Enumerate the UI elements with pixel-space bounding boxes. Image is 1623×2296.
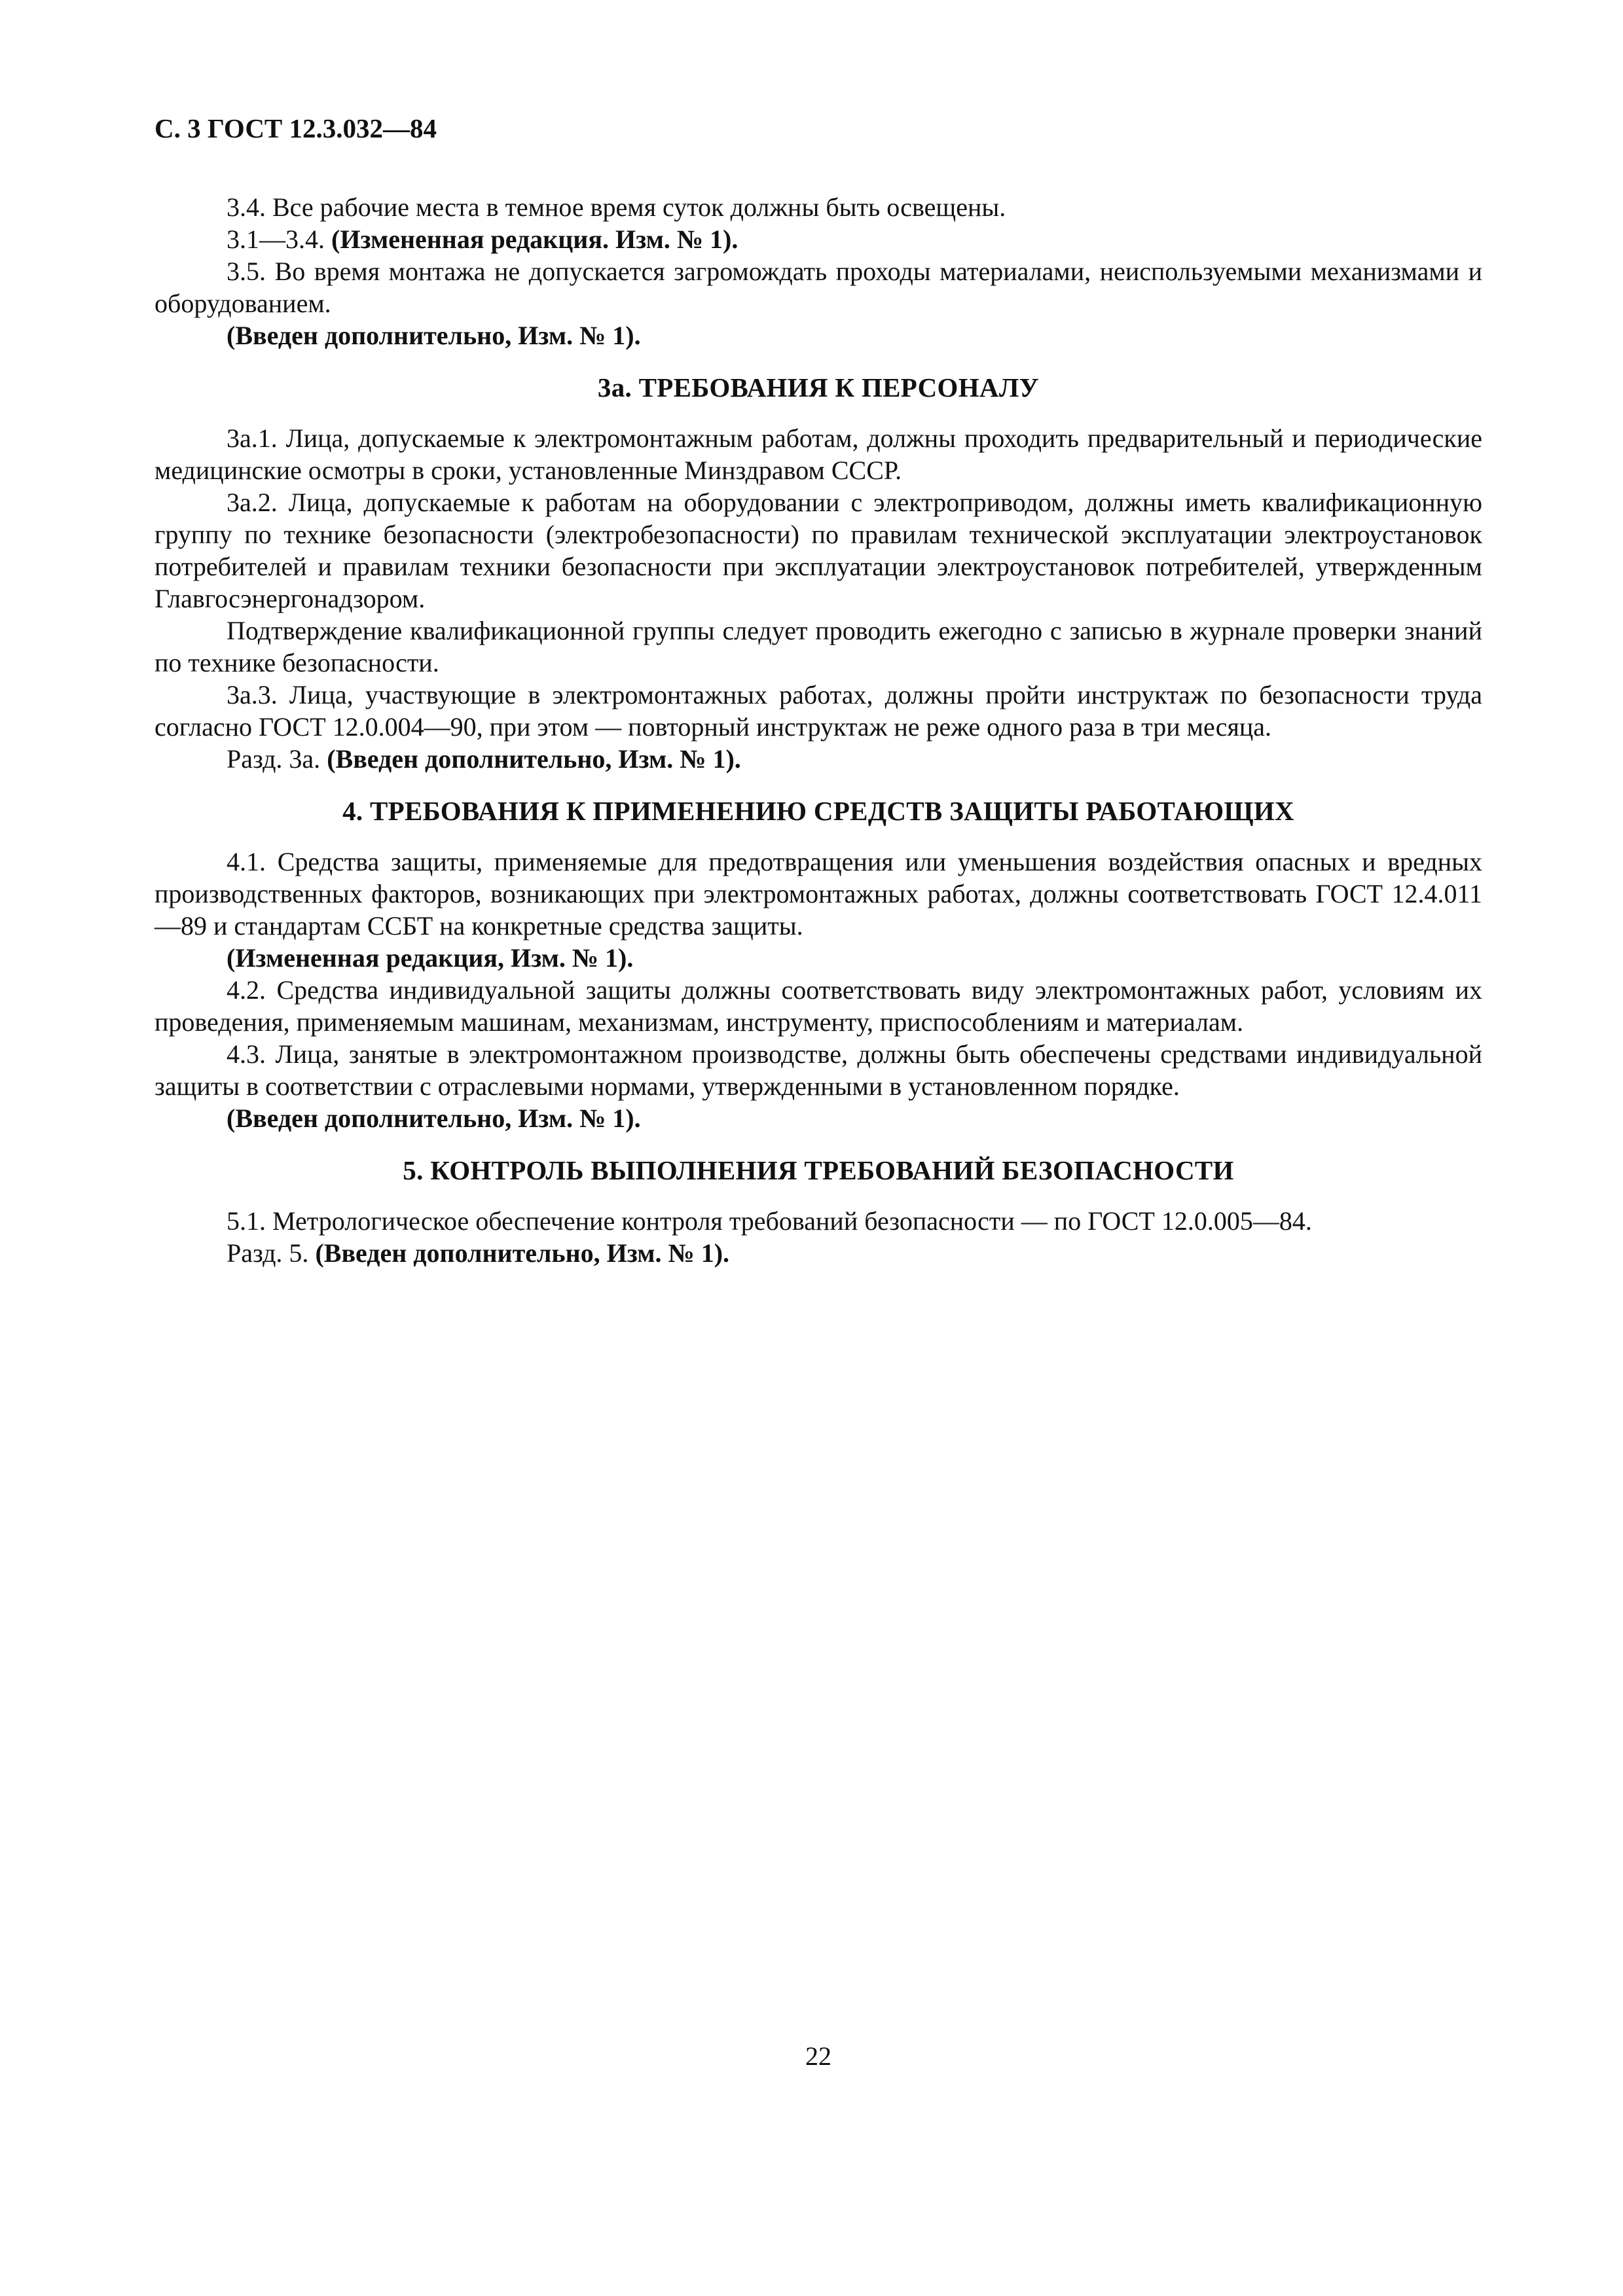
paragraph-3-5: 3.5. Во время монтажа не допускается загромождать проходы материалами, неиспользуемыми механизмами и оборудованием. [155, 257, 1482, 318]
section-heading-5: 5. КОНТРОЛЬ ВЫПОЛНЕНИЯ ТРЕБОВАНИЙ БЕЗОПАСНОСТИ [403, 1155, 1234, 1185]
amendment-note-3-5: (Введен дополнительно, Изм. № 1). [227, 321, 641, 350]
paragraph-3a-3: 3а.3. Лица, участвующие в электромонтажных работах, должны пройти инструктаж по безопасности труда согласно ГОСТ 12.0.004—90, при этом — повторный инструктаж не реже одного раза в три месяца. [155, 680, 1482, 742]
paragraph-3-4: 3.4. Все рабочие места в темное время суток должны быть освещены. [227, 192, 1006, 222]
paragraph-4-1: 4.1. Средства защиты, применяемые для предотвращения или уменьшения воздействия опасных и вредных производственных факторов, возникающих при электромонтажных работах, должны соответствовать ГОСТ 12.4.011—89 и стандартам ССБТ на конкретные средства защиты. [155, 847, 1482, 941]
section-heading-4: 4. ТРЕБОВАНИЯ К ПРИМЕНЕНИЮ СРЕДСТВ ЗАЩИТЫ РАБОТАЮЩИХ [342, 796, 1294, 826]
amendment-note-section-3a [155, 743, 1482, 775]
paragraph-3a-2: 3а.2. Лица, допускаемые к работам на оборудовании с электроприводом, должны иметь квалификационную группу по технике безопасности (электробезопасности) по правилам технической эксплуатации электроустановок потребителей и правилам техники безопасности при эксплуатации электроустановок потребителей, утвержденным Главгосэнергонадзором. [155, 488, 1482, 613]
amendment-note-prefix: 3.1—3.4. [227, 224, 331, 254]
amendment-note-prefix: Разд. 5. [227, 1238, 316, 1268]
document-page [155, 0, 1482, 2296]
paragraph-4-3: 4.3. Лица, занятые в электромонтажном производстве, должны быть обеспечены средствами индивидуальной защиты в соответствии с отраслевыми нормами, утвержденными в установленном порядке. [155, 1039, 1482, 1101]
paragraph-4-2: 4.2. Средства индивидуальной защиты должны соответствовать виду электромонтажных работ, условиям их проведения, применяемым машинам, механизмам, инструменту, приспособлениям и материалам. [155, 975, 1482, 1037]
amendment-note-section-5 [155, 1237, 1482, 1269]
amendment-note-3-1-3-4 [155, 223, 1482, 255]
amendment-note-4-3: (Введен дополнительно, Изм. № 1). [227, 1103, 641, 1133]
page-number: 22 [805, 2041, 831, 2071]
paragraph-3a-2-confirmation: Подтверждение квалификационной группы следует проводить ежегодно с записью в журнале проверки знаний по технике безопасности. [155, 616, 1482, 677]
section-heading-3a: 3а. ТРЕБОВАНИЯ К ПЕРСОНАЛУ [597, 372, 1040, 403]
paragraph-3a-1: 3а.1. Лица, допускаемые к электромонтажным работам, должны проходить предварительный и периодические медицинские осмотры в сроки, установленные Минздравом СССР. [155, 423, 1482, 485]
paragraph-5-1: 5.1. Метрологическое обеспечение контроля требований безопасности — по ГОСТ 12.0.005—84. [227, 1206, 1312, 1236]
amendment-note-text: (Введен дополнительно, Изм. № 1). [315, 1238, 730, 1268]
amendment-note-4-1: (Измененная редакция, Изм. № 1). [227, 943, 634, 973]
document-body [155, 191, 1482, 1269]
amendment-note-text: (Введен дополнительно, Изм. № 1). [327, 744, 741, 774]
running-head: С. 3 ГОСТ 12.3.032—84 [155, 113, 437, 143]
amendment-note-prefix: Разд. 3а. [227, 744, 327, 774]
amendment-note-text: (Измененная редакция. Изм. № 1). [331, 224, 739, 254]
